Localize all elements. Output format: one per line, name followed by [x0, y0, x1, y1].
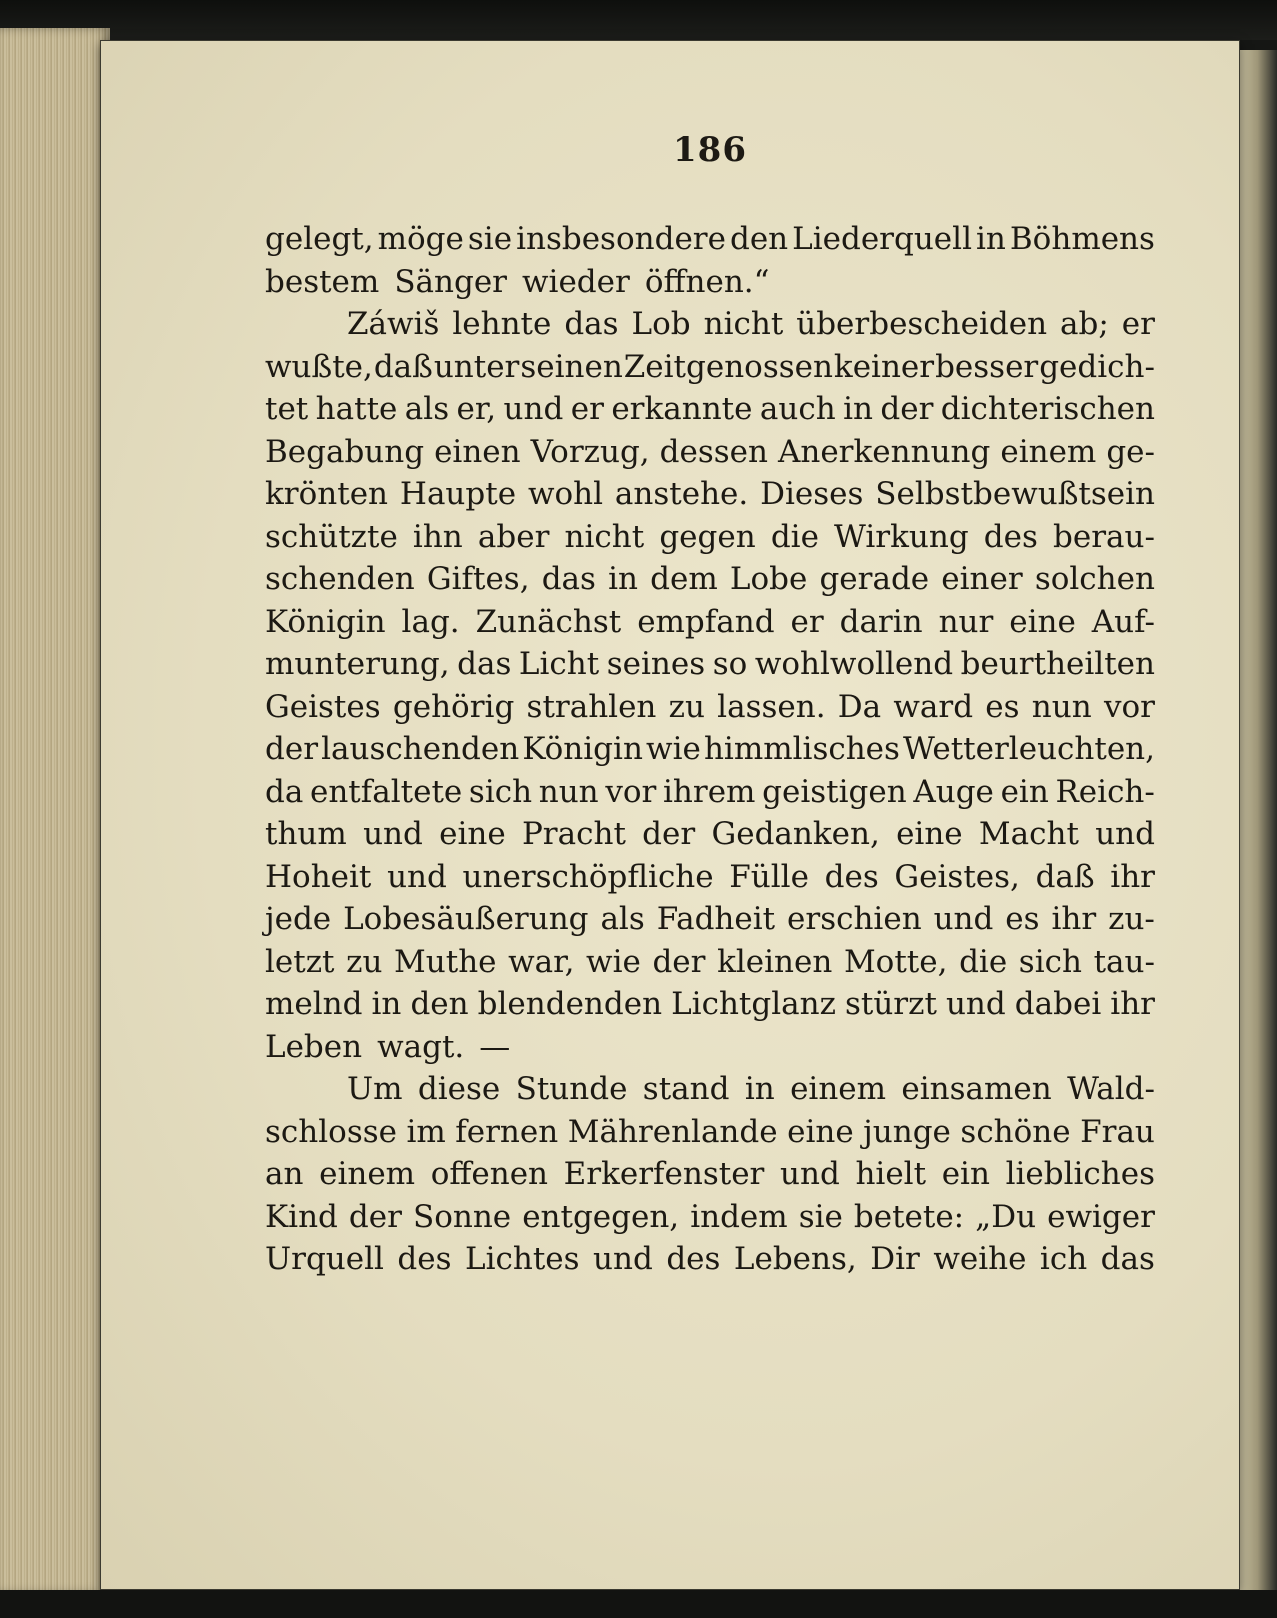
word: wagt.: [377, 1028, 465, 1065]
word: sich: [1018, 943, 1082, 980]
word: sie: [798, 1198, 843, 1235]
word: zu: [668, 688, 705, 725]
word: dichterischen: [940, 391, 1155, 427]
word: Fadheit: [656, 901, 776, 937]
word: und: [780, 1156, 840, 1192]
word: den: [410, 986, 469, 1022]
word: daß: [373, 348, 433, 385]
word: wie: [646, 731, 701, 767]
word: Lobe: [729, 561, 808, 597]
word: möge: [377, 221, 464, 257]
word: ewiger: [1047, 1198, 1155, 1235]
word: beurtheilten: [960, 646, 1155, 682]
word: Königin: [265, 603, 386, 640]
word: der: [348, 1198, 402, 1235]
word: krönten: [265, 476, 389, 512]
text-line: [265, 686, 1155, 729]
word: empfand: [637, 603, 775, 640]
word: ein: [1000, 773, 1049, 810]
word: ihr: [1051, 901, 1097, 937]
word: einem: [790, 1071, 887, 1107]
word: Da: [837, 688, 882, 725]
text-line: [265, 303, 1155, 346]
text-line: [265, 1111, 1155, 1154]
word: und: [945, 986, 1006, 1022]
word: Kind: [265, 1198, 338, 1235]
word: dessen: [659, 433, 768, 470]
word: Liederquell: [792, 221, 972, 257]
word: und: [1095, 816, 1155, 852]
word: in: [843, 391, 873, 427]
word: stürzt: [844, 986, 937, 1022]
word: Sonne: [412, 1198, 512, 1235]
word: nur: [938, 603, 994, 640]
text-line: [265, 218, 1155, 261]
word: Pracht: [521, 816, 626, 852]
word: das: [564, 306, 619, 342]
word: gegen: [659, 518, 756, 555]
word: einem: [319, 1156, 416, 1192]
word: des: [824, 858, 879, 895]
word: und: [933, 901, 994, 937]
word: Königin: [522, 731, 643, 767]
word: Auge: [913, 773, 994, 810]
word: das: [457, 646, 512, 682]
word: Lichtes: [465, 1241, 580, 1277]
word: Dieses: [760, 476, 864, 512]
word: kleinen: [717, 943, 833, 980]
text-line: [265, 856, 1155, 899]
word: schlosse: [265, 1113, 397, 1150]
word: Muthe: [394, 943, 497, 980]
word: eine: [787, 1113, 854, 1150]
text-line: [265, 388, 1155, 431]
word: wie: [586, 943, 641, 980]
word: eine: [1009, 603, 1076, 640]
text-line: [265, 771, 1155, 814]
word: der: [652, 943, 706, 980]
word: lassen.: [717, 688, 826, 725]
word: solchen: [1034, 561, 1155, 597]
word: „Du: [975, 1198, 1037, 1235]
word: Erkerfenster: [563, 1156, 765, 1192]
word: das: [1100, 1241, 1155, 1277]
word: schöne: [960, 1113, 1071, 1150]
page-number: 186: [673, 130, 747, 170]
word: munterung,: [265, 646, 450, 682]
word: der: [880, 391, 934, 427]
word: in: [976, 221, 1006, 257]
word: Wirkung: [834, 518, 969, 555]
word: himmlisches: [703, 731, 900, 767]
word: liebliches: [1005, 1156, 1155, 1192]
word: gedich-: [1039, 348, 1155, 385]
word: strahlen: [526, 688, 657, 725]
word: die: [770, 518, 819, 555]
word: des: [983, 518, 1038, 555]
word: blendenden: [477, 986, 663, 1022]
word: auch: [759, 391, 836, 427]
word: nun: [538, 773, 599, 810]
word: als: [404, 391, 450, 427]
word: sie: [467, 221, 513, 257]
word: den: [729, 221, 789, 257]
word: lag.: [401, 603, 460, 640]
word: seines: [606, 646, 706, 682]
word: anstehe.: [614, 476, 749, 512]
word: ge-: [1106, 433, 1155, 470]
word: Böhmens: [1009, 221, 1155, 257]
word: Motte,: [843, 943, 948, 980]
word: hielt: [855, 1156, 927, 1192]
word: Geistes: [265, 688, 381, 725]
word: Lebens,: [733, 1241, 857, 1277]
text-line: [265, 1153, 1155, 1196]
word: es: [1005, 901, 1040, 937]
word: an: [265, 1156, 304, 1192]
word: Geistes,: [894, 858, 1020, 895]
word: Anerkennung: [777, 433, 991, 470]
word: Frau: [1080, 1113, 1155, 1150]
word: betete:: [853, 1198, 965, 1235]
word: und: [387, 858, 447, 895]
book-cover-top: [0, 0, 1277, 40]
word: es: [985, 688, 1020, 725]
word: im: [406, 1113, 446, 1150]
word: Zeitgenossen: [623, 348, 833, 385]
word: nun: [1031, 688, 1092, 725]
text-line: [265, 898, 1155, 941]
word: und: [363, 816, 423, 852]
word: lehnte: [452, 306, 552, 342]
word: des: [397, 1241, 452, 1277]
word: seinen: [520, 348, 623, 385]
word: Wetterleuchten,: [903, 731, 1155, 767]
text-line: [265, 431, 1155, 474]
text-line: [265, 473, 1155, 516]
word: offenen: [430, 1156, 549, 1192]
word: entgegen,: [522, 1198, 680, 1235]
text-line: [265, 261, 1155, 304]
word: ihn: [412, 518, 463, 555]
word: einsamen: [901, 1071, 1052, 1107]
word: des: [666, 1241, 721, 1277]
word: gerade: [819, 561, 930, 597]
word: ab;: [1060, 306, 1109, 342]
text-line: [265, 728, 1155, 771]
text-line: [265, 601, 1155, 644]
text-line: [265, 1026, 1155, 1069]
word: Fülle: [729, 858, 809, 895]
word: und: [503, 391, 564, 427]
word: das: [541, 561, 596, 597]
word: schenden: [265, 561, 415, 597]
word: berau-: [1053, 518, 1155, 555]
book-cover-bottom: [0, 1590, 1277, 1618]
word: vor: [605, 773, 657, 810]
word: in: [744, 1071, 775, 1107]
word: stand: [642, 1071, 730, 1107]
word: Stunde: [515, 1071, 628, 1107]
text-line: [265, 516, 1155, 559]
word: Auf-: [1091, 603, 1155, 640]
word: Mährenlande: [567, 1113, 778, 1150]
text-line: [265, 813, 1155, 856]
word: weihe: [933, 1241, 1027, 1277]
word: Giftes,: [426, 561, 530, 597]
word: unerschöpfliche: [462, 858, 714, 895]
text-line: [265, 346, 1155, 389]
word: darin: [839, 603, 923, 640]
word: war,: [508, 943, 575, 980]
facing-page-edge: [1238, 50, 1277, 1590]
word: ihr: [1110, 858, 1155, 895]
word: melnd: [265, 986, 363, 1022]
word: eine: [439, 816, 506, 852]
word: überbescheiden: [796, 306, 1048, 342]
word: tau-: [1093, 943, 1155, 980]
word: Dir: [870, 1241, 920, 1277]
word: junge: [863, 1113, 951, 1150]
word: ihr: [1110, 986, 1155, 1022]
word: jede: [265, 901, 332, 937]
word: ward: [893, 688, 974, 725]
word: Lob: [631, 306, 691, 342]
word: Lobesäußerung: [343, 901, 589, 937]
word: so: [712, 646, 748, 682]
word: ihrem: [663, 773, 756, 810]
word: wußte,: [265, 348, 373, 385]
text-line: [265, 1196, 1155, 1239]
word: zu-: [1108, 901, 1155, 937]
word: in: [371, 986, 402, 1022]
word: er,: [456, 391, 497, 427]
word: aber: [477, 518, 550, 555]
word: Selbstbewußtsein: [875, 476, 1155, 512]
word: Záwiš: [347, 306, 440, 342]
word: daß: [1035, 858, 1095, 895]
word: einem: [1000, 433, 1097, 470]
word: ich: [1039, 1241, 1088, 1277]
word: und: [593, 1241, 653, 1277]
word: einen: [434, 433, 521, 470]
word: indem: [690, 1198, 788, 1235]
word: Lichtglanz: [671, 986, 836, 1022]
text-line: [265, 1238, 1155, 1281]
word: Licht: [518, 646, 600, 682]
word: schützte: [265, 518, 398, 555]
word: bestem: [265, 263, 380, 300]
word: der: [642, 816, 696, 852]
text-line: [265, 558, 1155, 601]
word: einer: [941, 561, 1023, 597]
word: Sänger: [394, 263, 508, 300]
word: Um: [347, 1071, 403, 1107]
word: lauschenden: [321, 731, 520, 767]
word: der: [265, 731, 319, 767]
word: besser: [935, 348, 1039, 385]
word: —: [479, 1028, 511, 1065]
word: geistigen: [762, 773, 907, 810]
word: letzt: [265, 943, 335, 980]
word: in: [608, 561, 638, 597]
word: wohlwollend: [754, 646, 954, 682]
word: gehörig: [392, 688, 515, 725]
word: nicht: [703, 306, 784, 342]
word: öffnen.“: [644, 263, 770, 300]
word: Reich-: [1055, 773, 1155, 810]
word: keiner: [833, 348, 935, 385]
word: dabei: [1014, 986, 1102, 1022]
word: fernen: [455, 1113, 559, 1150]
word: sich: [468, 773, 533, 810]
word: Gedanken,: [711, 816, 880, 852]
word: eine: [896, 816, 963, 852]
text-line: [265, 941, 1155, 984]
word: Urquell: [265, 1241, 384, 1277]
word: hatte: [315, 391, 398, 427]
word: dem: [650, 561, 718, 597]
word: Leben: [265, 1028, 363, 1065]
word: ein: [941, 1156, 990, 1192]
word: entfaltete: [310, 773, 463, 810]
word: er: [790, 603, 824, 640]
word: er: [1121, 306, 1155, 342]
word: Vorzug,: [530, 433, 650, 470]
text-line: [265, 983, 1155, 1026]
word: da: [265, 773, 304, 810]
word: tet: [265, 391, 309, 427]
word: Wald-: [1067, 1071, 1155, 1107]
word: Begabung: [265, 433, 425, 470]
word: die: [959, 943, 1008, 980]
word: nicht: [564, 518, 645, 555]
word: vor: [1103, 688, 1155, 725]
word: wieder: [522, 263, 630, 300]
word: erkannte: [611, 391, 753, 427]
page-body-text: [265, 218, 1155, 1281]
word: Zunächst: [475, 603, 622, 640]
text-line: [265, 643, 1155, 686]
word: er: [570, 391, 604, 427]
page-stack-edges: [0, 28, 110, 1593]
text-line: [265, 1068, 1155, 1111]
word: Macht: [978, 816, 1079, 852]
word: diese: [417, 1071, 501, 1107]
word: wohl: [527, 476, 604, 512]
word: Hoheit: [265, 858, 372, 895]
word: gelegt,: [265, 221, 374, 257]
word: Haupte: [399, 476, 517, 512]
word: als: [600, 901, 645, 937]
word: unter: [433, 348, 520, 385]
word: zu: [346, 943, 383, 980]
word: insbesondere: [516, 221, 726, 257]
word: erschien: [787, 901, 922, 937]
word: thum: [265, 816, 347, 852]
